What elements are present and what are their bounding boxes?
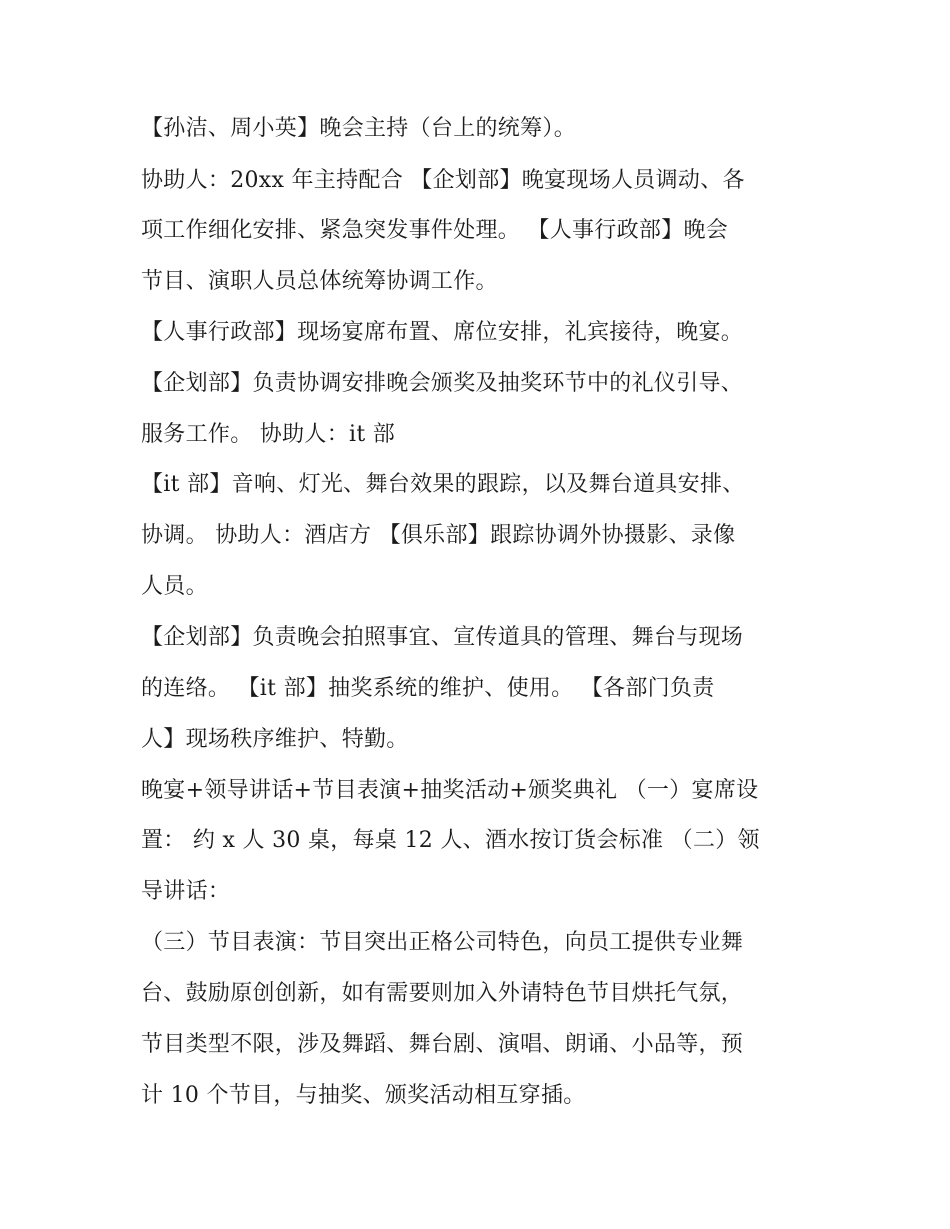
text-line: 节目类型不限，涉及舞蹈、舞台剧、演唱、朗诵、小品等，预	[141, 1032, 744, 1057]
text-line: 人】现场秩序维护、特勤。	[141, 727, 409, 752]
text-line: 【企划部】负责协调安排晚会颁奖及抽奖环节中的礼仪引导、	[141, 371, 744, 396]
text-line: 人员。	[141, 574, 208, 599]
text-line: 【人事行政部】现场宴席布置、席位安排，礼宾接待，晚宴。	[141, 320, 744, 345]
text-line: 协助人：20xx 年主持配合 【企划部】晚宴现场人员调动、各	[141, 168, 745, 193]
text-line: 台、鼓励原创创新，如有需要则加入外请特色节目烘托气氛，	[141, 981, 744, 1006]
text-line: 项工作细化安排、紧急突发事件处理。 【人事行政部】晚会	[141, 218, 729, 243]
text-line: 置： 约 x 人 30 桌，每桌 12 人、酒水按订货会标准 （二）领	[141, 828, 760, 853]
text-line: （三）节目表演：节目突出正格公司特色，向员工提供专业舞	[141, 930, 744, 955]
text-line: 节目、演职人员总体统筹协调工作。	[141, 269, 498, 294]
text-line: 【企划部】负责晚会拍照事宜、宣传道具的管理、舞台与现场	[141, 625, 744, 650]
text-line: 晚宴+领导讲话+节目表演+抽奖活动+颁奖典礼 （一）宴席设	[141, 778, 759, 803]
text-line: 导讲话：	[141, 879, 231, 904]
text-line: 【孙洁、周小英】晚会主持（台上的统筹）。	[141, 116, 577, 141]
text-line: 计 10 个节目，与抽奖、颁奖活动相互穿插。	[141, 1083, 586, 1108]
text-line: 服务工作。 协助人：it 部	[141, 422, 396, 447]
text-line: 的连络。 【it 部】抽奖系统的维护、使用。 【各部门负责	[141, 676, 715, 701]
text-line: 协调。 协助人：酒店方 【俱乐部】跟踪协调外协摄影、录像	[141, 523, 736, 548]
text-line: 【it 部】音响、灯光、舞台效果的跟踪，以及舞台道具安排、	[141, 472, 745, 497]
